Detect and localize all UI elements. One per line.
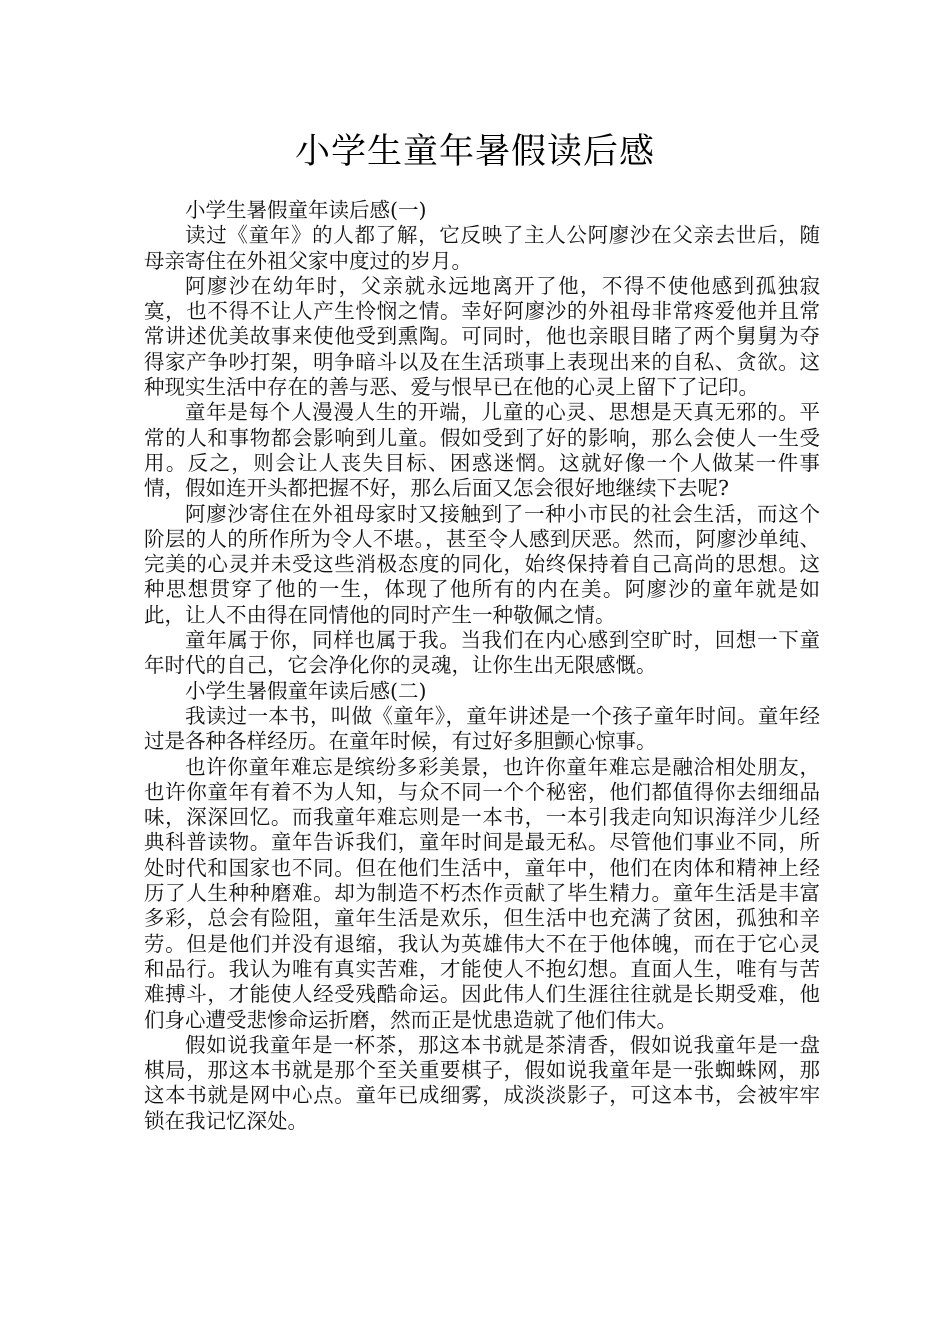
paragraph: 假如说我童年是一杯茶，那这本书就是茶清香，假如说我童年是一盘棋局，那这本书就是那个至关重要棋子，假如说我童年是一张蜘蛛网，那这本书就是网中心点。童年已成细雾，成淡淡影子，可这本书，会被牢牢锁在我记忆深处。: [144, 1032, 820, 1133]
paragraph: 我读过一本书，叫做《童年》，童年讲述是一个孩子童年时间。童年经过是各种各样经历。在童年时候，有过好多胆颤心惊事。: [144, 703, 820, 754]
paragraph: 阿廖沙寄住在外祖母家时又接触到了一种小市民的社会生活，而这个阶层的人的所作所为令人不堪。，甚至令人感到厌恶。然而，阿廖沙单纯、完美的心灵并未受这些消极态度的同化，始终保持着自己高尚的思想。这种思想贯穿了他的一生，体现了他所有的内在美。阿廖沙的童年就是如此，让人不由得在同情他的同时产生一种敬佩之情。: [144, 501, 820, 627]
document-body: [144, 198, 820, 1134]
paragraph: 阿廖沙在幼年时，父亲就永远地离开了他，不得不使他感到孤独寂寞，也不得不让人产生怜悯之情。幸好阿廖沙的外祖母非常疼爱他并且常常讲述优美故事来使他受到熏陶。可同时，他也亲眼目睹了两个舅舅为夺得家产争吵打架，明争暗斗以及在生活琐事上表现出来的自私、贪欲。这种现实生活中存在的善与恶、爱与恨早已在他的心灵上留下了记印。: [144, 273, 820, 400]
section-heading-2: 小学生暑假童年读后感(二): [185, 678, 427, 703]
paragraph: 也许你童年难忘是缤纷多彩美景，也许你童年难忘是融洽相处朋友，也许你童年有着不为人知，与众不同一个个秘密，他们都值得你去细细品味，深深回忆。而我童年难忘则是一本书，一本引我走向知识海洋少儿经典科普读物。童年告诉我们，童年时间是最无私。尽管他们事业不同，所处时代和国家也不同。但在他们生活中，童年中，他们在肉体和精神上经历了人生种种磨难。却为制造不朽杰作贡献了毕生精力。童年生活是丰富多彩，总会有险阻，童年生活是欢乐，但生活中也充满了贫困，孤独和辛劳。但是他们并没有退缩，我认为英雄伟大不在于他体魄，而在于它心灵和品行。我认为唯有真实苦难，才能使人不抱幻想。直面人生，唯有与苦难搏斗，才能使人经受残酷命运。因此伟人们生涯往往就是长期受难，他们身心遭受悲惨命运折磨，然而正是忧患造就了他们伟大。: [144, 754, 820, 1032]
section-heading-1: 小学生暑假童年读后感(一): [185, 198, 427, 222]
document-title: 小学生童年暑假读后感: [294, 132, 655, 172]
paragraph: 童年是每个人漫漫人生的开端，儿童的心灵、思想是天真无邪的。平常的人和事物都会影响到儿童。假如受到了好的影响，那么会使人一生受用。反之，则会让人丧失目标、困惑迷惘。这就好像一个人做某一件事情，假如连开头都把握不好，那么后面又怎会很好地继续下去呢?: [144, 400, 820, 501]
paragraph: 读过《童年》的人都了解，它反映了主人公阿廖沙在父亲去世后，随母亲寄住在外祖父家中度过的岁月。: [144, 223, 820, 273]
paragraph: 童年属于你，同样也属于我。当我们在内心感到空旷时，回想一下童年时代的自己，它会净化你的灵魂，让你生出无限感慨。: [144, 628, 820, 678]
